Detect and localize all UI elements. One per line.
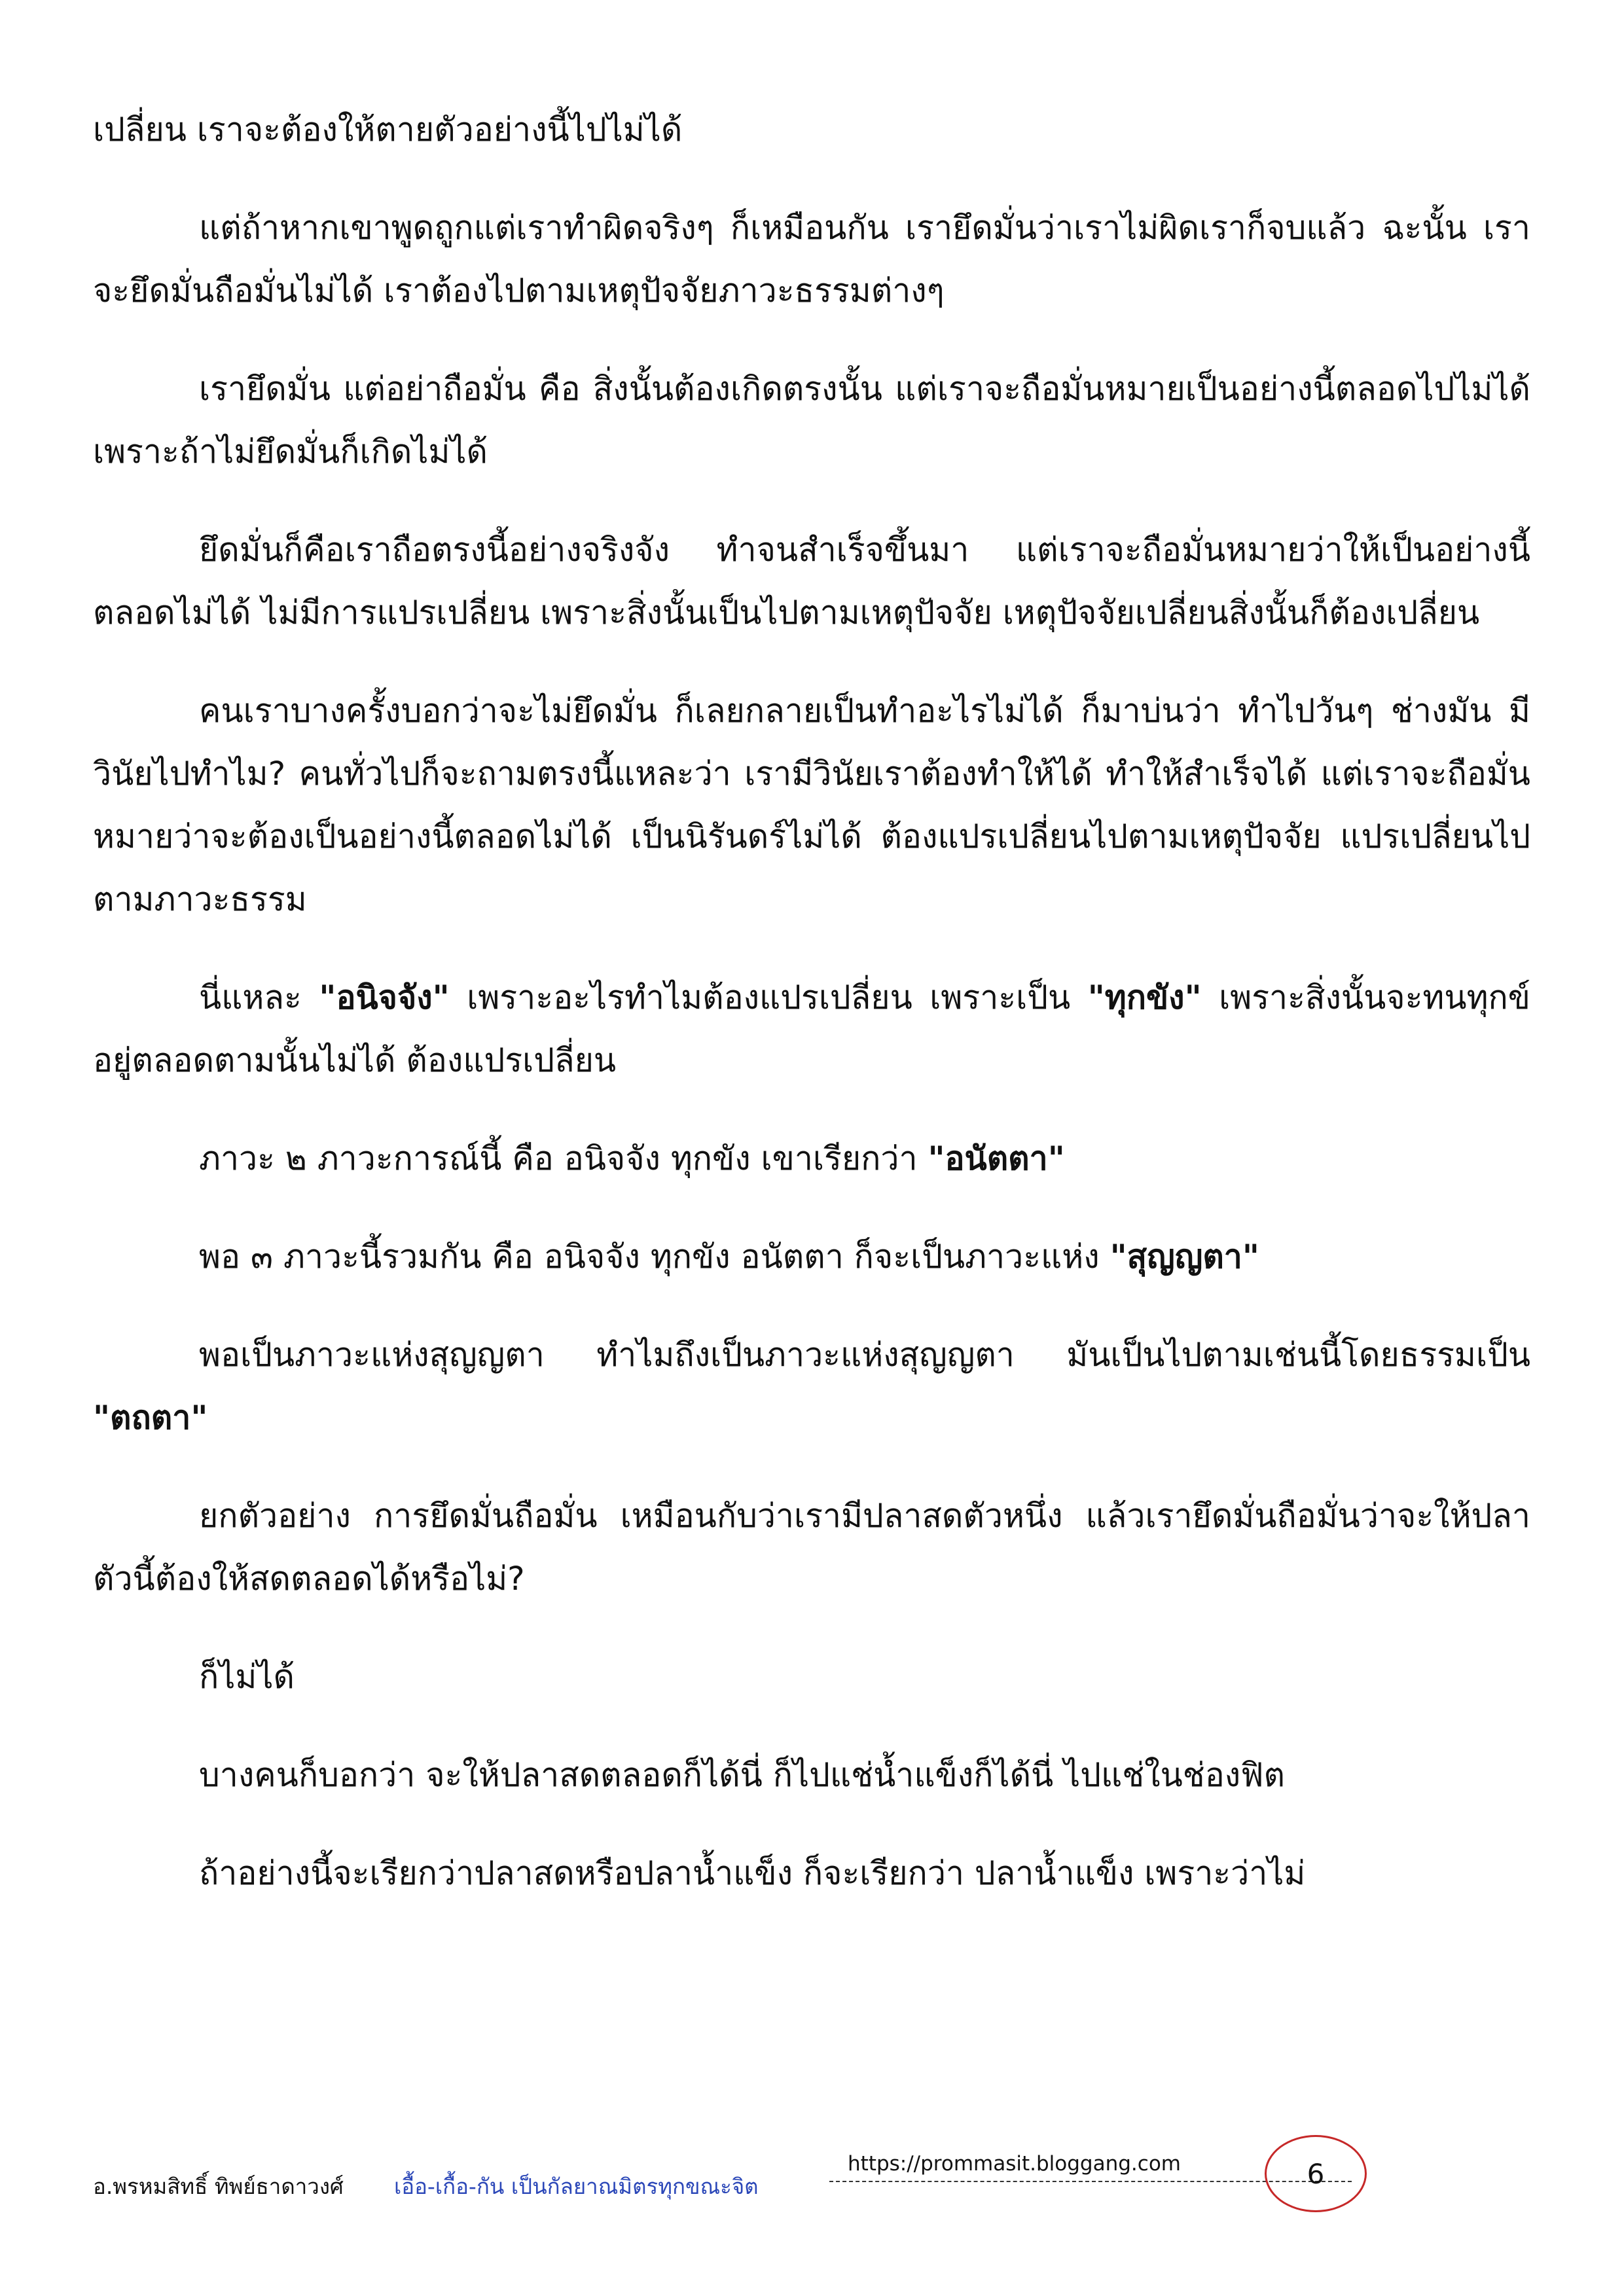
- paragraph-text: นี่แหละ: [199, 978, 319, 1016]
- paragraph-text: เพราะสิ่งนั้นจะทนทุกข์อยู่ตลอดตามนั้นไม่ได้ ต้องแปรเปลี่ยน: [93, 978, 1530, 1079]
- footer-tagline: เอื้อ-เกื้อ-กัน เป็นกัลยาณมิตรทุกขณะจิต: [394, 2174, 759, 2199]
- paragraph-text: ถ้าอย่างนี้จะเรียกว่าปลาสดหรือปลาน้ำแข็ง ก็จะเรียกว่า ปลาน้ำแข็ง เพราะว่าไม่: [199, 1854, 1306, 1892]
- page-number-badge: [1265, 2135, 1367, 2212]
- paragraph-text: ภาวะ ๒ ภาวะการณ์นี้ คือ อนิจจัง ทุกขัง เขาเรียกว่า: [199, 1139, 928, 1177]
- paragraph-text: บางคนก็บอกว่า จะให้ปลาสดตลอดก็ได้นี่ ก็ไปแช่น้ำแข็งก็ได้นี่ ไปแช่ในช่องฟิต: [199, 1756, 1286, 1794]
- bold-term: "อนิจจัง": [319, 978, 450, 1016]
- paragraph: [93, 1842, 1530, 1905]
- paragraph-text: เพราะอะไรทำไมต้องแปรเปลี่ยน เพราะเป็น: [449, 978, 1088, 1016]
- bold-term: "สุญญตา": [1110, 1238, 1259, 1276]
- paragraph: [93, 196, 1530, 322]
- paragraph-text: ยึดมั่นก็คือเราถือตรงนี้อย่างจริงจัง ทำจนสำเร็จขึ้นมา แต่เราจะถือมั่นหมายว่าให้เป็นอย่างนี้ตลอดไม่ได้ ไม่มีการแปรเปลี่ยน เพราะสิ่งนั้นเป็นไปตามเหตุปัจจัย เหตุปัจจัยเปลี่ยนสิ่งนั้นก็ต้องเปลี่ยน: [93, 531, 1530, 632]
- bold-term: "ตถตา": [93, 1399, 208, 1437]
- paragraph-text: ยกตัวอย่าง การยึดมั่นถือมั่น เหมือนกับว่าเรามีปลาสดตัวหนึ่ง แล้วเรายึดมั่นถือมั่นว่าจะให้ปลาตัวนี้ต้องให้สดตลอดได้หรือไม่?: [93, 1497, 1530, 1598]
- paragraph-text: เปลี่ยน เราจะต้องให้ตายตัวอย่างนี้ไปไม่ได้: [93, 111, 683, 149]
- paragraph: [93, 1645, 1530, 1708]
- paragraph-text: พอ ๓ ภาวะนี้รวมกัน คือ อนิจจัง ทุกขัง อนัตตา ก็จะเป็นภาวะแห่ง: [199, 1238, 1110, 1276]
- paragraph: [93, 357, 1530, 483]
- paragraph: [93, 98, 1530, 161]
- footer-author: อ.พรหมสิทธิ์ ทิพย์ธาดาวงศ์: [93, 2174, 344, 2199]
- page-footer: [93, 2128, 1530, 2220]
- paragraph: [93, 966, 1530, 1092]
- paragraph-text: แต่ถ้าหากเขาพูดถูกแต่เราทำผิดจริงๆ ก็เหมือนกัน เรายึดมั่นว่าเราไม่ผิดเราก็จบแล้ว ฉะนั้น เราจะยึดมั่นถือมั่นไม่ได้ เราต้องไปตามเหตุปัจจัยภาวะธรรมต่างๆ: [93, 209, 1530, 310]
- paragraph: [93, 679, 1530, 931]
- paragraph: [93, 1323, 1530, 1449]
- paragraph: [93, 518, 1530, 644]
- paragraph: [93, 1127, 1530, 1190]
- bold-term: "อนัตตา": [928, 1139, 1065, 1177]
- page-number: 6: [1307, 2157, 1325, 2190]
- paragraph: [93, 1744, 1530, 1806]
- document-body: [93, 98, 1530, 1940]
- paragraph-text: ก็ไม่ได้: [199, 1658, 295, 1696]
- paragraph-text: พอเป็นภาวะแห่งสุญญตา ทำไมถึงเป็นภาวะแห่งสุญญตา มันเป็นไปตามเช่นนี้โดยธรรมเป็น: [199, 1336, 1530, 1374]
- paragraph-text: คนเราบางครั้งบอกว่าจะไม่ยึดมั่น ก็เลยกลายเป็นทำอะไรไม่ได้ ก็มาบ่นว่า ทำไปวันๆ ช่างมัน มีวินัยไปทำไม? คนทั่วไปก็จะถามตรงนี้แหละว่า เรามีวินัยเราต้องทำให้ได้ ทำให้สำเร็จได้ แต่เราจะถือมั่นหมายว่าจะต้องเป็นอย่างนี้ตลอดไม่ได้ เป็นนิรันดร์ไม่ได้ ต้องแปรเปลี่ยนไปตามเหตุปัจจัย แปรเปลี่ยนไปตามภาวะธรรม: [93, 692, 1530, 918]
- paragraph: [93, 1484, 1530, 1610]
- paragraph-text: เรายึดมั่น แต่อย่าถือมั่น คือ สิ่งนั้นต้องเกิดตรงนั้น แต่เราจะถือมั่นหมายเป็นอย่างนี้ตลอดไปไม่ได้ เพราะถ้าไม่ยึดมั่นก็เกิดไม่ได้: [93, 370, 1530, 471]
- bold-term: "ทุกขัง": [1087, 978, 1202, 1016]
- footer-url-link[interactable]: https://prommasit.bloggang.com: [829, 2152, 1352, 2182]
- paragraph: [93, 1225, 1530, 1288]
